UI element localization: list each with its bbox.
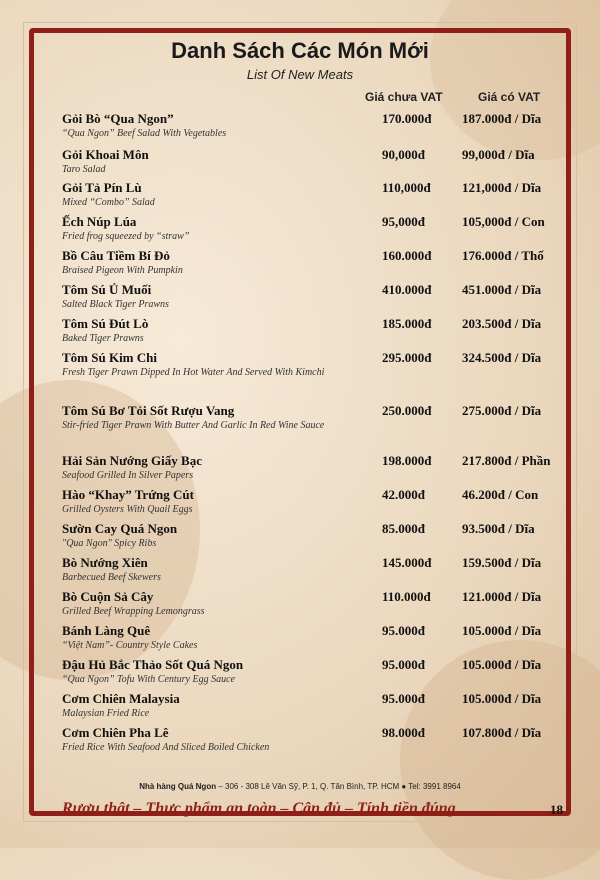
menu-item-description: Fried frog squeezed by “straw” — [62, 231, 190, 242]
menu-item-price: 110,000đ — [382, 180, 431, 195]
menu-item-price-vat: 451.000đ / Dĩa — [462, 282, 542, 297]
menu-item-price: 198.000đ — [382, 453, 432, 468]
page-subtitle: List Of New Meats — [246, 67, 354, 82]
menu-item-price: 95.000đ — [382, 623, 425, 638]
menu-item-price: 98.000đ — [382, 725, 425, 740]
menu-item-price: 410.000đ — [382, 282, 432, 297]
menu-item-description: Fried Rice With Seafood And Sliced Boiled Chicken — [62, 742, 270, 753]
menu-item-price-vat: 121,000đ / Dĩa — [462, 180, 542, 195]
menu-item-price-vat: 105.000đ / Dĩa — [462, 657, 542, 672]
menu-item-name: Hải Sản Nướng Giấy Bạc — [62, 453, 202, 468]
menu-item — [62, 520, 572, 554]
menu-item-description: Seafood Grilled In Silver Papers — [62, 470, 194, 481]
menu-item-description: Grilled Oysters With Quail Eggs — [62, 504, 193, 515]
menu-item-name: Cơm Chiên Pha Lê — [62, 725, 169, 740]
menu-item-name: Bồ Câu Tiềm Bí Đỏ — [62, 248, 170, 263]
menu-item — [62, 146, 572, 179]
menu-item-description: Barbecued Beef Skewers — [62, 572, 161, 583]
menu-item — [62, 349, 572, 402]
menu-item-name: Sườn Cay Quá Ngon — [62, 521, 178, 536]
menu-item-name: Bò Cuộn Sả Cây — [62, 589, 154, 604]
menu-item-name: Ếch Núp Lúa — [62, 214, 137, 229]
menu-item-price: 110.000đ — [382, 589, 431, 604]
menu-item-price: 95,000đ — [382, 214, 425, 229]
menu-item-description: "Qua Ngon" Spicy Ribs — [62, 538, 157, 549]
menu-item-price: 95.000đ — [382, 691, 425, 706]
menu-item — [62, 486, 572, 520]
menu-item-price-vat: 203.500đ / Dĩa — [462, 316, 542, 331]
menu-item-price: 160.000đ — [382, 248, 432, 263]
menu-item-price: 42.000đ — [382, 487, 425, 502]
menu-item — [62, 554, 572, 588]
menu-item-price: 295.000đ — [382, 350, 432, 365]
column-header-price-vat: Giá có VAT — [478, 90, 541, 104]
menu-item — [62, 690, 572, 724]
menu-item-price-vat: 217.800đ / Phần — [462, 453, 551, 468]
menu-item-name: Đậu Hủ Bắc Thảo Sốt Quá Ngon — [62, 657, 244, 672]
menu-item — [62, 656, 572, 690]
menu-item-price-vat: 105.000đ / Dĩa — [462, 623, 542, 638]
menu-item-name: Gỏi Khoai Môn — [62, 147, 149, 162]
page-number: 18 — [550, 802, 563, 817]
menu-item-price-vat: 107.800đ / Dĩa — [462, 725, 542, 740]
menu-item-name: Hào “Khay” Trứng Cút — [62, 487, 194, 502]
menu-item-price: 145.000đ — [382, 555, 432, 570]
menu-item-price-vat: 105,000đ / Con — [462, 214, 545, 229]
menu-item-description: “Qua Ngon” Tofu With Century Egg Sauce — [62, 674, 235, 685]
menu-item-description: Taro Salad — [62, 164, 106, 175]
menu-item-description: Malaysian Fried Rice — [62, 708, 150, 719]
menu-item-price: 90,000đ — [382, 147, 425, 162]
menu-item-price-vat: 93.500đ / Dĩa — [462, 521, 535, 536]
menu-item-price-vat: 105.000đ / Dĩa — [462, 691, 542, 706]
menu-item-name: Tôm Sú Ủ Muối — [62, 282, 152, 297]
menu-item — [62, 281, 572, 315]
menu-item — [62, 452, 572, 486]
menu-item-description: Grilled Beef Wrapping Lemongrass — [62, 606, 205, 617]
menu-item-price-vat: 176.000đ / Thố — [462, 248, 544, 263]
menu-item-price: 95.000đ — [382, 657, 425, 672]
menu-item-price-vat: 99,000đ / Dĩa — [462, 147, 535, 162]
menu-item-name: Cơm Chiên Malaysia — [62, 691, 180, 706]
menu-item-description: Baked Tiger Prawns — [62, 333, 144, 344]
menu-item-name: Gỏi Tả Pín Lù — [62, 180, 142, 195]
menu-item — [62, 179, 572, 213]
menu-item-name: Tôm Sú Đút Lò — [62, 316, 149, 331]
column-header-price-no-vat: Giá chưa VAT — [365, 90, 443, 104]
menu-item-description: Mixed “Combo” Salad — [62, 197, 155, 208]
menu-item — [62, 213, 572, 247]
menu-item-name: Tôm Sú Bơ Tỏi Sốt Rượu Vang — [62, 403, 235, 418]
menu-item-price-vat: 159.500đ / Dĩa — [462, 555, 542, 570]
menu-item — [62, 315, 572, 349]
menu-item-price-vat: 46.200đ / Con — [462, 487, 539, 502]
menu-item-name: Bò Nướng Xiên — [62, 555, 148, 570]
menu-item-description: Stir-fried Tiger Prawn With Butter And Garlic In Red Wine Sauce — [62, 420, 325, 431]
menu-item-price-vat: 275.000đ / Dĩa — [462, 403, 542, 418]
footer-restaurant-name: Nhà hàng Quá Ngon — [139, 782, 217, 791]
menu-item-name: Bánh Làng Quê — [62, 623, 151, 638]
menu-item — [62, 110, 572, 146]
menu-item-name: Gỏi Bò “Qua Ngon” — [62, 111, 174, 126]
footer-address-text: – 306 - 308 Lê Văn Sỹ, P. 1, Q. Tân Bình, TP. HCM ● Tel: 3991 8964 — [218, 782, 461, 791]
menu-item — [62, 622, 572, 656]
menu-item-name: Tôm Sú Kim Chi — [62, 350, 157, 365]
menu-item-price: 185.000đ — [382, 316, 432, 331]
menu-item-list — [62, 110, 572, 758]
menu-item — [62, 402, 572, 452]
menu-item-price-vat: 324.500đ / Dĩa — [462, 350, 542, 365]
footer-address — [0, 782, 600, 791]
menu-item-price: 85.000đ — [382, 521, 425, 536]
menu-item — [62, 724, 572, 758]
menu-item-price: 170.000đ — [382, 111, 432, 126]
menu-item-description: “Việt Nam”- Country Style Cakes — [62, 640, 198, 651]
menu-item — [62, 247, 572, 281]
menu-item-price-vat: 121.000đ / Dĩa — [462, 589, 542, 604]
menu-item-price-vat: 187.000đ / Dĩa — [462, 111, 542, 126]
menu-item-description: Salted Black Tiger Prawns — [62, 299, 169, 310]
page-title: Danh Sách Các Món Mới — [171, 38, 429, 63]
footer-slogan: Rượu thật – Thực phẩm an toàn – Cân đủ – Tính tiền đúng — [62, 800, 456, 817]
menu-item-description: Braised Pigeon With Pumpkin — [62, 265, 183, 276]
menu-item — [62, 588, 572, 622]
menu-item-description: Fresh Tiger Prawn Dipped In Hot Water And Served With Kimchi — [62, 367, 325, 378]
menu-item-description: “Qua Ngon” Beef Salad With Vegetables — [62, 128, 227, 139]
menu-item-price: 250.000đ — [382, 403, 432, 418]
